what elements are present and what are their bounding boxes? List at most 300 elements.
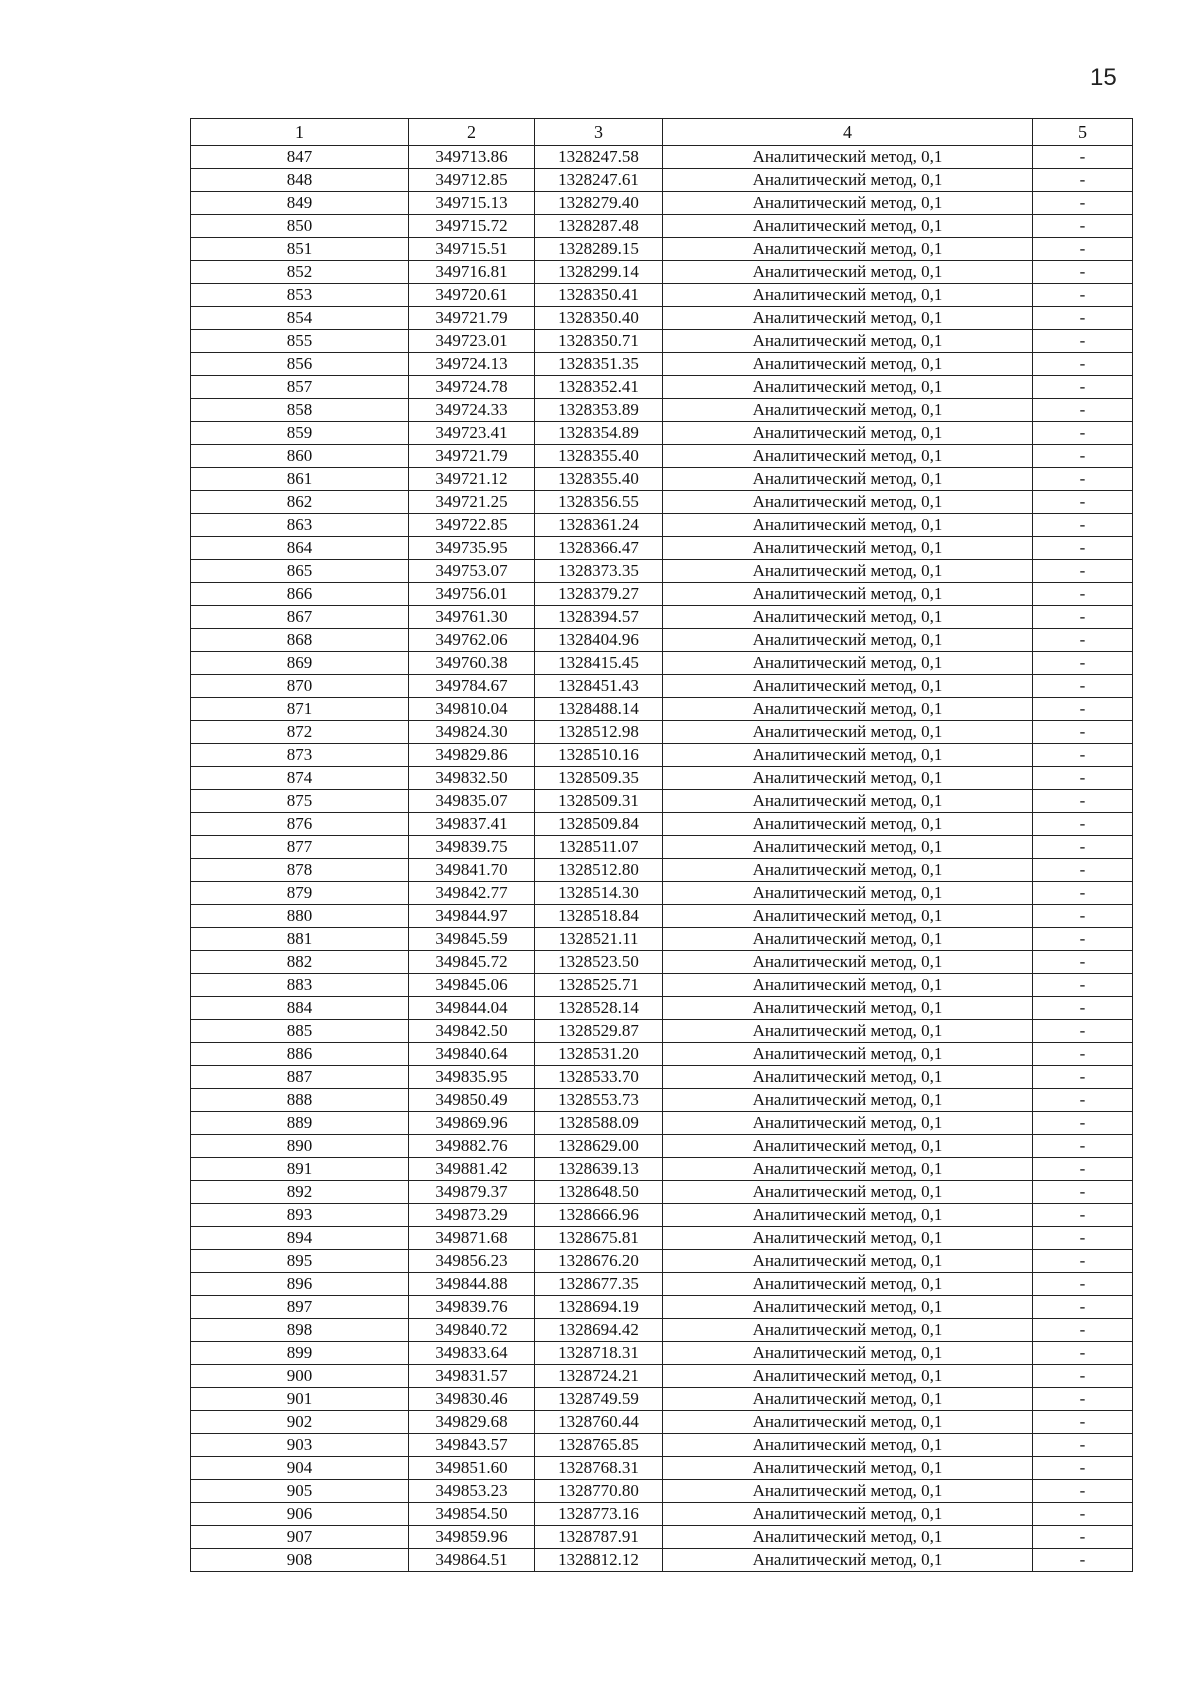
table-row bbox=[191, 675, 1133, 698]
y-coordinate-cell: 1328588.09 bbox=[535, 1112, 663, 1135]
method-cell: Аналитический метод, 0,1 bbox=[663, 675, 1033, 698]
method-cell: Аналитический метод, 0,1 bbox=[663, 859, 1033, 882]
y-coordinate-cell: 1328404.96 bbox=[535, 629, 663, 652]
note-cell: - bbox=[1033, 1434, 1133, 1457]
table-row bbox=[191, 1549, 1133, 1572]
y-coordinate-cell: 1328724.21 bbox=[535, 1365, 663, 1388]
note-cell: - bbox=[1033, 1158, 1133, 1181]
note-cell: - bbox=[1033, 1066, 1133, 1089]
method-cell: Аналитический метод, 0,1 bbox=[663, 422, 1033, 445]
method-cell: Аналитический метод, 0,1 bbox=[663, 376, 1033, 399]
point-number-cell: 889 bbox=[191, 1112, 409, 1135]
x-coordinate-cell: 349879.37 bbox=[409, 1181, 535, 1204]
table-row bbox=[191, 1480, 1133, 1503]
x-coordinate-cell: 349810.04 bbox=[409, 698, 535, 721]
y-coordinate-cell: 1328528.14 bbox=[535, 997, 663, 1020]
x-coordinate-cell: 349715.13 bbox=[409, 192, 535, 215]
y-coordinate-cell: 1328533.70 bbox=[535, 1066, 663, 1089]
y-coordinate-cell: 1328247.58 bbox=[535, 146, 663, 169]
note-cell: - bbox=[1033, 606, 1133, 629]
method-cell: Аналитический метод, 0,1 bbox=[663, 192, 1033, 215]
note-cell: - bbox=[1033, 974, 1133, 997]
table-row bbox=[191, 422, 1133, 445]
x-coordinate-cell: 349835.95 bbox=[409, 1066, 535, 1089]
point-number-cell: 876 bbox=[191, 813, 409, 836]
point-number-cell: 849 bbox=[191, 192, 409, 215]
method-cell: Аналитический метод, 0,1 bbox=[663, 744, 1033, 767]
coordinates-table bbox=[190, 118, 1133, 1572]
y-coordinate-cell: 1328379.27 bbox=[535, 583, 663, 606]
note-cell: - bbox=[1033, 468, 1133, 491]
table-header-row bbox=[191, 119, 1133, 146]
table-row bbox=[191, 1204, 1133, 1227]
point-number-cell: 861 bbox=[191, 468, 409, 491]
method-cell: Аналитический метод, 0,1 bbox=[663, 1089, 1033, 1112]
point-number-cell: 900 bbox=[191, 1365, 409, 1388]
x-coordinate-cell: 349845.59 bbox=[409, 928, 535, 951]
note-cell: - bbox=[1033, 1480, 1133, 1503]
y-coordinate-cell: 1328488.14 bbox=[535, 698, 663, 721]
y-coordinate-cell: 1328525.71 bbox=[535, 974, 663, 997]
y-coordinate-cell: 1328760.44 bbox=[535, 1411, 663, 1434]
table-row bbox=[191, 514, 1133, 537]
x-coordinate-cell: 349835.07 bbox=[409, 790, 535, 813]
x-coordinate-cell: 349869.96 bbox=[409, 1112, 535, 1135]
x-coordinate-cell: 349784.67 bbox=[409, 675, 535, 698]
note-cell: - bbox=[1033, 905, 1133, 928]
x-coordinate-cell: 349845.72 bbox=[409, 951, 535, 974]
point-number-cell: 867 bbox=[191, 606, 409, 629]
point-number-cell: 897 bbox=[191, 1296, 409, 1319]
point-number-cell: 854 bbox=[191, 307, 409, 330]
method-cell: Аналитический метод, 0,1 bbox=[663, 1457, 1033, 1480]
table-row bbox=[191, 882, 1133, 905]
method-cell: Аналитический метод, 0,1 bbox=[663, 261, 1033, 284]
table-row bbox=[191, 813, 1133, 836]
table-row bbox=[191, 1411, 1133, 1434]
method-cell: Аналитический метод, 0,1 bbox=[663, 997, 1033, 1020]
table-row bbox=[191, 629, 1133, 652]
page-number: 15 bbox=[1090, 64, 1117, 91]
y-coordinate-cell: 1328354.89 bbox=[535, 422, 663, 445]
x-coordinate-cell: 349841.70 bbox=[409, 859, 535, 882]
y-coordinate-cell: 1328648.50 bbox=[535, 1181, 663, 1204]
table-row bbox=[191, 169, 1133, 192]
method-cell: Аналитический метод, 0,1 bbox=[663, 698, 1033, 721]
y-coordinate-cell: 1328351.35 bbox=[535, 353, 663, 376]
x-coordinate-cell: 349851.60 bbox=[409, 1457, 535, 1480]
y-coordinate-cell: 1328666.96 bbox=[535, 1204, 663, 1227]
y-coordinate-cell: 1328361.24 bbox=[535, 514, 663, 537]
note-cell: - bbox=[1033, 1411, 1133, 1434]
point-number-cell: 902 bbox=[191, 1411, 409, 1434]
note-cell: - bbox=[1033, 859, 1133, 882]
x-coordinate-cell: 349830.46 bbox=[409, 1388, 535, 1411]
point-number-cell: 896 bbox=[191, 1273, 409, 1296]
y-coordinate-cell: 1328639.13 bbox=[535, 1158, 663, 1181]
note-cell: - bbox=[1033, 1503, 1133, 1526]
table-row bbox=[191, 1181, 1133, 1204]
method-cell: Аналитический метод, 0,1 bbox=[663, 1342, 1033, 1365]
note-cell: - bbox=[1033, 1388, 1133, 1411]
method-cell: Аналитический метод, 0,1 bbox=[663, 1296, 1033, 1319]
x-coordinate-cell: 349829.68 bbox=[409, 1411, 535, 1434]
point-number-cell: 868 bbox=[191, 629, 409, 652]
method-cell: Аналитический метод, 0,1 bbox=[663, 353, 1033, 376]
table-row bbox=[191, 353, 1133, 376]
table-row bbox=[191, 468, 1133, 491]
x-coordinate-cell: 349881.42 bbox=[409, 1158, 535, 1181]
note-cell: - bbox=[1033, 330, 1133, 353]
x-coordinate-cell: 349713.86 bbox=[409, 146, 535, 169]
x-coordinate-cell: 349842.50 bbox=[409, 1020, 535, 1043]
note-cell: - bbox=[1033, 422, 1133, 445]
table-row bbox=[191, 1112, 1133, 1135]
method-cell: Аналитический метод, 0,1 bbox=[663, 951, 1033, 974]
y-coordinate-cell: 1328694.19 bbox=[535, 1296, 663, 1319]
table-row bbox=[191, 491, 1133, 514]
method-cell: Аналитический метод, 0,1 bbox=[663, 583, 1033, 606]
note-cell: - bbox=[1033, 376, 1133, 399]
x-coordinate-cell: 349856.23 bbox=[409, 1250, 535, 1273]
y-coordinate-cell: 1328512.98 bbox=[535, 721, 663, 744]
point-number-cell: 866 bbox=[191, 583, 409, 606]
x-coordinate-cell: 349873.29 bbox=[409, 1204, 535, 1227]
x-coordinate-cell: 349720.61 bbox=[409, 284, 535, 307]
note-cell: - bbox=[1033, 836, 1133, 859]
note-cell: - bbox=[1033, 652, 1133, 675]
y-coordinate-cell: 1328509.31 bbox=[535, 790, 663, 813]
column-header: 3 bbox=[535, 119, 663, 146]
table-row bbox=[191, 1273, 1133, 1296]
method-cell: Аналитический метод, 0,1 bbox=[663, 1549, 1033, 1572]
y-coordinate-cell: 1328451.43 bbox=[535, 675, 663, 698]
y-coordinate-cell: 1328350.40 bbox=[535, 307, 663, 330]
y-coordinate-cell: 1328350.41 bbox=[535, 284, 663, 307]
x-coordinate-cell: 349840.72 bbox=[409, 1319, 535, 1342]
note-cell: - bbox=[1033, 928, 1133, 951]
x-coordinate-cell: 349721.79 bbox=[409, 445, 535, 468]
note-cell: - bbox=[1033, 169, 1133, 192]
y-coordinate-cell: 1328518.84 bbox=[535, 905, 663, 928]
table-row bbox=[191, 238, 1133, 261]
note-cell: - bbox=[1033, 1227, 1133, 1250]
point-number-cell: 858 bbox=[191, 399, 409, 422]
point-number-cell: 878 bbox=[191, 859, 409, 882]
note-cell: - bbox=[1033, 629, 1133, 652]
table-row bbox=[191, 1158, 1133, 1181]
point-number-cell: 901 bbox=[191, 1388, 409, 1411]
method-cell: Аналитический метод, 0,1 bbox=[663, 1227, 1033, 1250]
note-cell: - bbox=[1033, 445, 1133, 468]
x-coordinate-cell: 349724.33 bbox=[409, 399, 535, 422]
method-cell: Аналитический метод, 0,1 bbox=[663, 537, 1033, 560]
y-coordinate-cell: 1328694.42 bbox=[535, 1319, 663, 1342]
table-row bbox=[191, 215, 1133, 238]
x-coordinate-cell: 349864.51 bbox=[409, 1549, 535, 1572]
point-number-cell: 862 bbox=[191, 491, 409, 514]
method-cell: Аналитический метод, 0,1 bbox=[663, 399, 1033, 422]
note-cell: - bbox=[1033, 1319, 1133, 1342]
x-coordinate-cell: 349721.25 bbox=[409, 491, 535, 514]
note-cell: - bbox=[1033, 882, 1133, 905]
method-cell: Аналитический метод, 0,1 bbox=[663, 1388, 1033, 1411]
point-number-cell: 860 bbox=[191, 445, 409, 468]
method-cell: Аналитический метод, 0,1 bbox=[663, 1503, 1033, 1526]
table-row bbox=[191, 721, 1133, 744]
x-coordinate-cell: 349842.77 bbox=[409, 882, 535, 905]
y-coordinate-cell: 1328352.41 bbox=[535, 376, 663, 399]
x-coordinate-cell: 349716.81 bbox=[409, 261, 535, 284]
note-cell: - bbox=[1033, 1043, 1133, 1066]
y-coordinate-cell: 1328773.16 bbox=[535, 1503, 663, 1526]
point-number-cell: 853 bbox=[191, 284, 409, 307]
x-coordinate-cell: 349840.64 bbox=[409, 1043, 535, 1066]
table-row bbox=[191, 583, 1133, 606]
note-cell: - bbox=[1033, 1135, 1133, 1158]
point-number-cell: 908 bbox=[191, 1549, 409, 1572]
note-cell: - bbox=[1033, 1296, 1133, 1319]
method-cell: Аналитический метод, 0,1 bbox=[663, 169, 1033, 192]
method-cell: Аналитический метод, 0,1 bbox=[663, 1043, 1033, 1066]
table-row bbox=[191, 859, 1133, 882]
y-coordinate-cell: 1328765.85 bbox=[535, 1434, 663, 1457]
point-number-cell: 847 bbox=[191, 146, 409, 169]
column-header: 4 bbox=[663, 119, 1033, 146]
method-cell: Аналитический метод, 0,1 bbox=[663, 560, 1033, 583]
y-coordinate-cell: 1328353.89 bbox=[535, 399, 663, 422]
point-number-cell: 857 bbox=[191, 376, 409, 399]
method-cell: Аналитический метод, 0,1 bbox=[663, 1158, 1033, 1181]
table-row bbox=[191, 445, 1133, 468]
y-coordinate-cell: 1328770.80 bbox=[535, 1480, 663, 1503]
y-coordinate-cell: 1328675.81 bbox=[535, 1227, 663, 1250]
method-cell: Аналитический метод, 0,1 bbox=[663, 445, 1033, 468]
y-coordinate-cell: 1328553.73 bbox=[535, 1089, 663, 1112]
point-number-cell: 899 bbox=[191, 1342, 409, 1365]
point-number-cell: 850 bbox=[191, 215, 409, 238]
note-cell: - bbox=[1033, 790, 1133, 813]
method-cell: Аналитический метод, 0,1 bbox=[663, 307, 1033, 330]
note-cell: - bbox=[1033, 192, 1133, 215]
note-cell: - bbox=[1033, 1365, 1133, 1388]
point-number-cell: 891 bbox=[191, 1158, 409, 1181]
method-cell: Аналитический метод, 0,1 bbox=[663, 1250, 1033, 1273]
x-coordinate-cell: 349753.07 bbox=[409, 560, 535, 583]
note-cell: - bbox=[1033, 698, 1133, 721]
table-row bbox=[191, 1227, 1133, 1250]
method-cell: Аналитический метод, 0,1 bbox=[663, 1365, 1033, 1388]
y-coordinate-cell: 1328812.12 bbox=[535, 1549, 663, 1572]
y-coordinate-cell: 1328299.14 bbox=[535, 261, 663, 284]
point-number-cell: 877 bbox=[191, 836, 409, 859]
method-cell: Аналитический метод, 0,1 bbox=[663, 1135, 1033, 1158]
method-cell: Аналитический метод, 0,1 bbox=[663, 330, 1033, 353]
x-coordinate-cell: 349756.01 bbox=[409, 583, 535, 606]
note-cell: - bbox=[1033, 491, 1133, 514]
method-cell: Аналитический метод, 0,1 bbox=[663, 721, 1033, 744]
method-cell: Аналитический метод, 0,1 bbox=[663, 238, 1033, 261]
method-cell: Аналитический метод, 0,1 bbox=[663, 905, 1033, 928]
y-coordinate-cell: 1328511.07 bbox=[535, 836, 663, 859]
point-number-cell: 882 bbox=[191, 951, 409, 974]
point-number-cell: 855 bbox=[191, 330, 409, 353]
note-cell: - bbox=[1033, 1204, 1133, 1227]
table-row bbox=[191, 1503, 1133, 1526]
x-coordinate-cell: 349882.76 bbox=[409, 1135, 535, 1158]
note-cell: - bbox=[1033, 675, 1133, 698]
table-row bbox=[191, 836, 1133, 859]
method-cell: Аналитический метод, 0,1 bbox=[663, 1020, 1033, 1043]
y-coordinate-cell: 1328677.35 bbox=[535, 1273, 663, 1296]
note-cell: - bbox=[1033, 537, 1133, 560]
note-cell: - bbox=[1033, 1457, 1133, 1480]
x-coordinate-cell: 349721.12 bbox=[409, 468, 535, 491]
point-number-cell: 881 bbox=[191, 928, 409, 951]
note-cell: - bbox=[1033, 215, 1133, 238]
table-row bbox=[191, 1089, 1133, 1112]
x-coordinate-cell: 349824.30 bbox=[409, 721, 535, 744]
table-row bbox=[191, 951, 1133, 974]
method-cell: Аналитический метод, 0,1 bbox=[663, 629, 1033, 652]
y-coordinate-cell: 1328350.71 bbox=[535, 330, 663, 353]
point-number-cell: 873 bbox=[191, 744, 409, 767]
method-cell: Аналитический метод, 0,1 bbox=[663, 1434, 1033, 1457]
table-row bbox=[191, 698, 1133, 721]
x-coordinate-cell: 349850.49 bbox=[409, 1089, 535, 1112]
x-coordinate-cell: 349761.30 bbox=[409, 606, 535, 629]
point-number-cell: 904 bbox=[191, 1457, 409, 1480]
table-row bbox=[191, 1020, 1133, 1043]
note-cell: - bbox=[1033, 744, 1133, 767]
point-number-cell: 894 bbox=[191, 1227, 409, 1250]
x-coordinate-cell: 349843.57 bbox=[409, 1434, 535, 1457]
note-cell: - bbox=[1033, 146, 1133, 169]
table-row bbox=[191, 928, 1133, 951]
table-row bbox=[191, 399, 1133, 422]
table-row bbox=[191, 1388, 1133, 1411]
y-coordinate-cell: 1328247.61 bbox=[535, 169, 663, 192]
table-row bbox=[191, 744, 1133, 767]
y-coordinate-cell: 1328718.31 bbox=[535, 1342, 663, 1365]
note-cell: - bbox=[1033, 307, 1133, 330]
point-number-cell: 863 bbox=[191, 514, 409, 537]
point-number-cell: 870 bbox=[191, 675, 409, 698]
table-row bbox=[191, 1066, 1133, 1089]
y-coordinate-cell: 1328629.00 bbox=[535, 1135, 663, 1158]
note-cell: - bbox=[1033, 1549, 1133, 1572]
x-coordinate-cell: 349844.04 bbox=[409, 997, 535, 1020]
note-cell: - bbox=[1033, 813, 1133, 836]
table-row bbox=[191, 376, 1133, 399]
x-coordinate-cell: 349723.01 bbox=[409, 330, 535, 353]
table-row bbox=[191, 284, 1133, 307]
y-coordinate-cell: 1328531.20 bbox=[535, 1043, 663, 1066]
note-cell: - bbox=[1033, 1020, 1133, 1043]
point-number-cell: 893 bbox=[191, 1204, 409, 1227]
point-number-cell: 903 bbox=[191, 1434, 409, 1457]
x-coordinate-cell: 349871.68 bbox=[409, 1227, 535, 1250]
y-coordinate-cell: 1328394.57 bbox=[535, 606, 663, 629]
y-coordinate-cell: 1328787.91 bbox=[535, 1526, 663, 1549]
y-coordinate-cell: 1328523.50 bbox=[535, 951, 663, 974]
x-coordinate-cell: 349715.51 bbox=[409, 238, 535, 261]
method-cell: Аналитический метод, 0,1 bbox=[663, 882, 1033, 905]
point-number-cell: 875 bbox=[191, 790, 409, 813]
point-number-cell: 895 bbox=[191, 1250, 409, 1273]
table-row bbox=[191, 146, 1133, 169]
point-number-cell: 885 bbox=[191, 1020, 409, 1043]
method-cell: Аналитический метод, 0,1 bbox=[663, 652, 1033, 675]
x-coordinate-cell: 349837.41 bbox=[409, 813, 535, 836]
point-number-cell: 852 bbox=[191, 261, 409, 284]
note-cell: - bbox=[1033, 1342, 1133, 1365]
method-cell: Аналитический метод, 0,1 bbox=[663, 974, 1033, 997]
method-cell: Аналитический метод, 0,1 bbox=[663, 1273, 1033, 1296]
table-row bbox=[191, 767, 1133, 790]
table-row bbox=[191, 1043, 1133, 1066]
point-number-cell: 888 bbox=[191, 1089, 409, 1112]
point-number-cell: 880 bbox=[191, 905, 409, 928]
table-body bbox=[191, 146, 1133, 1572]
x-coordinate-cell: 349724.13 bbox=[409, 353, 535, 376]
table-row bbox=[191, 1457, 1133, 1480]
table-row bbox=[191, 1319, 1133, 1342]
y-coordinate-cell: 1328279.40 bbox=[535, 192, 663, 215]
method-cell: Аналитический метод, 0,1 bbox=[663, 813, 1033, 836]
note-cell: - bbox=[1033, 353, 1133, 376]
table-row bbox=[191, 606, 1133, 629]
note-cell: - bbox=[1033, 767, 1133, 790]
x-coordinate-cell: 349762.06 bbox=[409, 629, 535, 652]
point-number-cell: 907 bbox=[191, 1526, 409, 1549]
note-cell: - bbox=[1033, 1181, 1133, 1204]
note-cell: - bbox=[1033, 238, 1133, 261]
note-cell: - bbox=[1033, 399, 1133, 422]
point-number-cell: 887 bbox=[191, 1066, 409, 1089]
method-cell: Аналитический метод, 0,1 bbox=[663, 1112, 1033, 1135]
method-cell: Аналитический метод, 0,1 bbox=[663, 284, 1033, 307]
column-header: 1 bbox=[191, 119, 409, 146]
point-number-cell: 879 bbox=[191, 882, 409, 905]
table-row bbox=[191, 192, 1133, 215]
note-cell: - bbox=[1033, 1112, 1133, 1135]
method-cell: Аналитический метод, 0,1 bbox=[663, 836, 1033, 859]
x-coordinate-cell: 349831.57 bbox=[409, 1365, 535, 1388]
table-row bbox=[191, 997, 1133, 1020]
method-cell: Аналитический метод, 0,1 bbox=[663, 767, 1033, 790]
x-coordinate-cell: 349833.64 bbox=[409, 1342, 535, 1365]
y-coordinate-cell: 1328768.31 bbox=[535, 1457, 663, 1480]
column-header: 5 bbox=[1033, 119, 1133, 146]
point-number-cell: 872 bbox=[191, 721, 409, 744]
note-cell: - bbox=[1033, 514, 1133, 537]
point-number-cell: 851 bbox=[191, 238, 409, 261]
y-coordinate-cell: 1328509.35 bbox=[535, 767, 663, 790]
y-coordinate-cell: 1328529.87 bbox=[535, 1020, 663, 1043]
method-cell: Аналитический метод, 0,1 bbox=[663, 468, 1033, 491]
y-coordinate-cell: 1328355.40 bbox=[535, 445, 663, 468]
table-row bbox=[191, 1342, 1133, 1365]
point-number-cell: 890 bbox=[191, 1135, 409, 1158]
x-coordinate-cell: 349859.96 bbox=[409, 1526, 535, 1549]
x-coordinate-cell: 349724.78 bbox=[409, 376, 535, 399]
y-coordinate-cell: 1328510.16 bbox=[535, 744, 663, 767]
x-coordinate-cell: 349735.95 bbox=[409, 537, 535, 560]
table-row bbox=[191, 790, 1133, 813]
y-coordinate-cell: 1328514.30 bbox=[535, 882, 663, 905]
point-number-cell: 906 bbox=[191, 1503, 409, 1526]
